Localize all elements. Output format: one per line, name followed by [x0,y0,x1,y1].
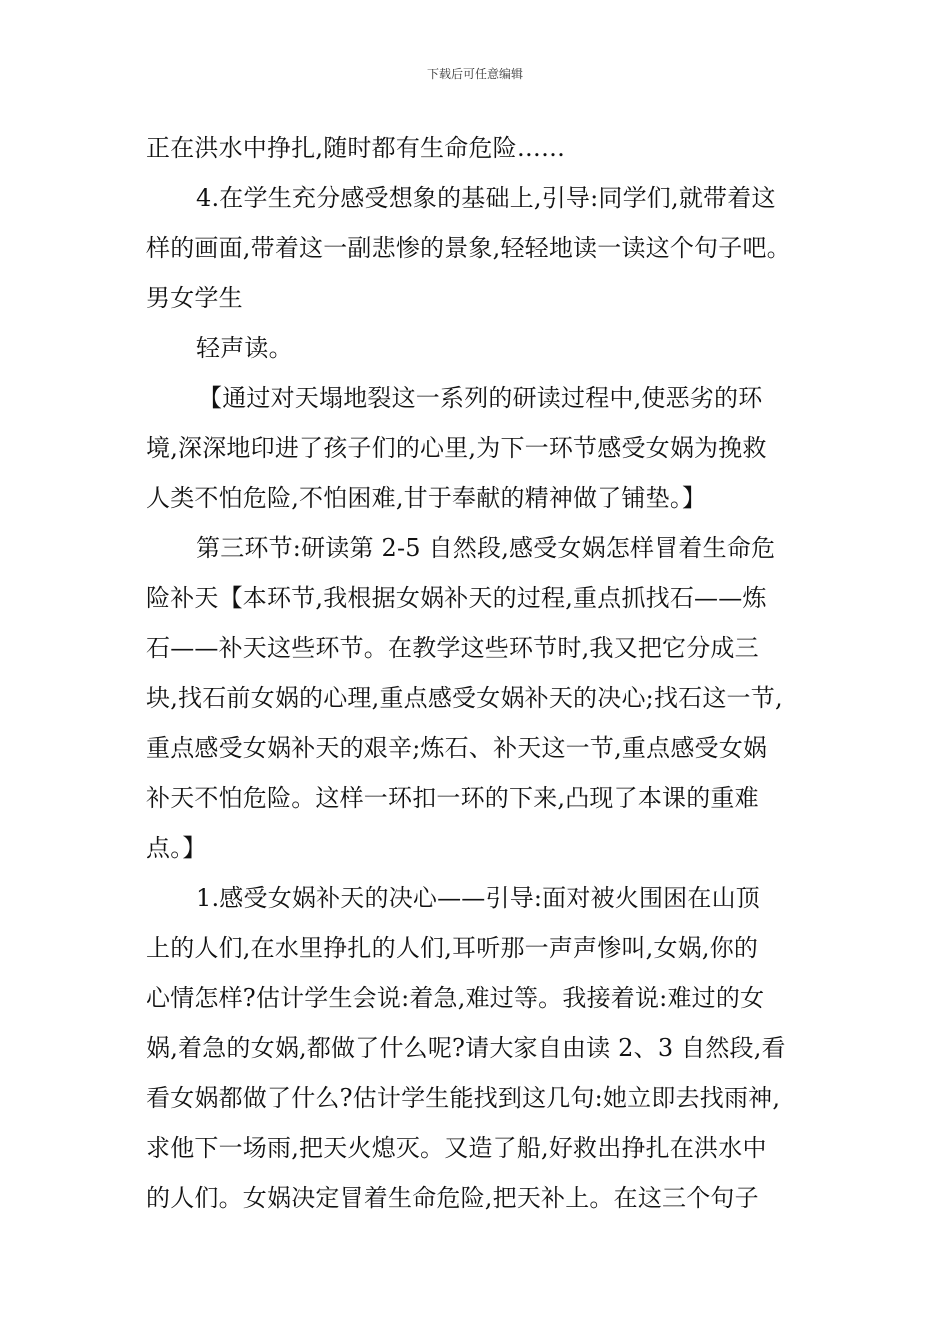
paragraph-line: 块,找石前女娲的心理,重点感受女娲补天的决心;找石这一节, [146,684,783,712]
paragraph-line: 第三环节:研读第 2-5 自然段,感受女娲怎样冒着生命危 [196,534,776,562]
paragraph-line: 看女娲都做了什么?估计学生能找到这几句:她立即去找雨神, [146,1084,781,1112]
page-header: 下载后可任意编辑 [426,67,523,81]
paragraph-line: 人类不怕危险,不怕困难,甘于奉献的精神做了铺垫。】 [146,484,707,512]
paragraph-line: 补天不怕危险。这样一环扣一环的下来,凸现了本课的重难 [146,784,759,812]
paragraph-line: 娲,着急的女娲,都做了什么呢?请大家自由读 2、3 自然段,看 [146,1034,786,1062]
paragraph-line: 的人们。女娲决定冒着生命危险,把天补上。在这三个句子 [146,1184,759,1212]
paragraph-line: 石——补天这些环节。在教学这些环节时,我又把它分成三 [146,634,759,662]
paragraph-line: 样的画面,带着这一副悲惨的景象,轻轻地读一读这个句子吧。 [146,234,791,262]
paragraph-line: 求他下一场雨,把天火熄灭。又造了船,好救出挣扎在洪水中 [146,1134,767,1162]
paragraph-line: 重点感受女娲补天的艰辛;炼石、补天这一节,重点感受女娲 [146,734,768,762]
paragraph-line: 1.感受女娲补天的决心——引导:面对被火围困在山顶 [196,884,760,912]
paragraph-line: 【通过对天塌地裂这一系列的研读过程中,使恶劣的环 [198,384,763,412]
paragraph-line: 轻声读。 [196,334,293,362]
paragraph-line: 心情怎样?估计学生会说:着急,难过等。我接着说:难过的女 [146,984,765,1012]
paragraph-line: 境,深深地印进了孩子们的心里,为下一环节感受女娲为挽救 [146,434,767,462]
paragraph-line: 4.在学生充分感受想象的基础上,引导:同学们,就带着这 [196,184,776,212]
paragraph-line: 上的人们,在水里挣扎的人们,耳听那一声声惨叫,女娲,你的 [146,934,759,962]
document-body [146,123,816,1223]
paragraph-line: 险补天【本环节,我根据女娲补天的过程,重点抓找石——炼 [146,584,767,612]
paragraph-line: 男女学生 [146,284,243,312]
paragraph-line: 点。】 [146,834,207,862]
paragraph-line: 正在洪水中挣扎,随时都有生命危险…… [146,134,566,162]
